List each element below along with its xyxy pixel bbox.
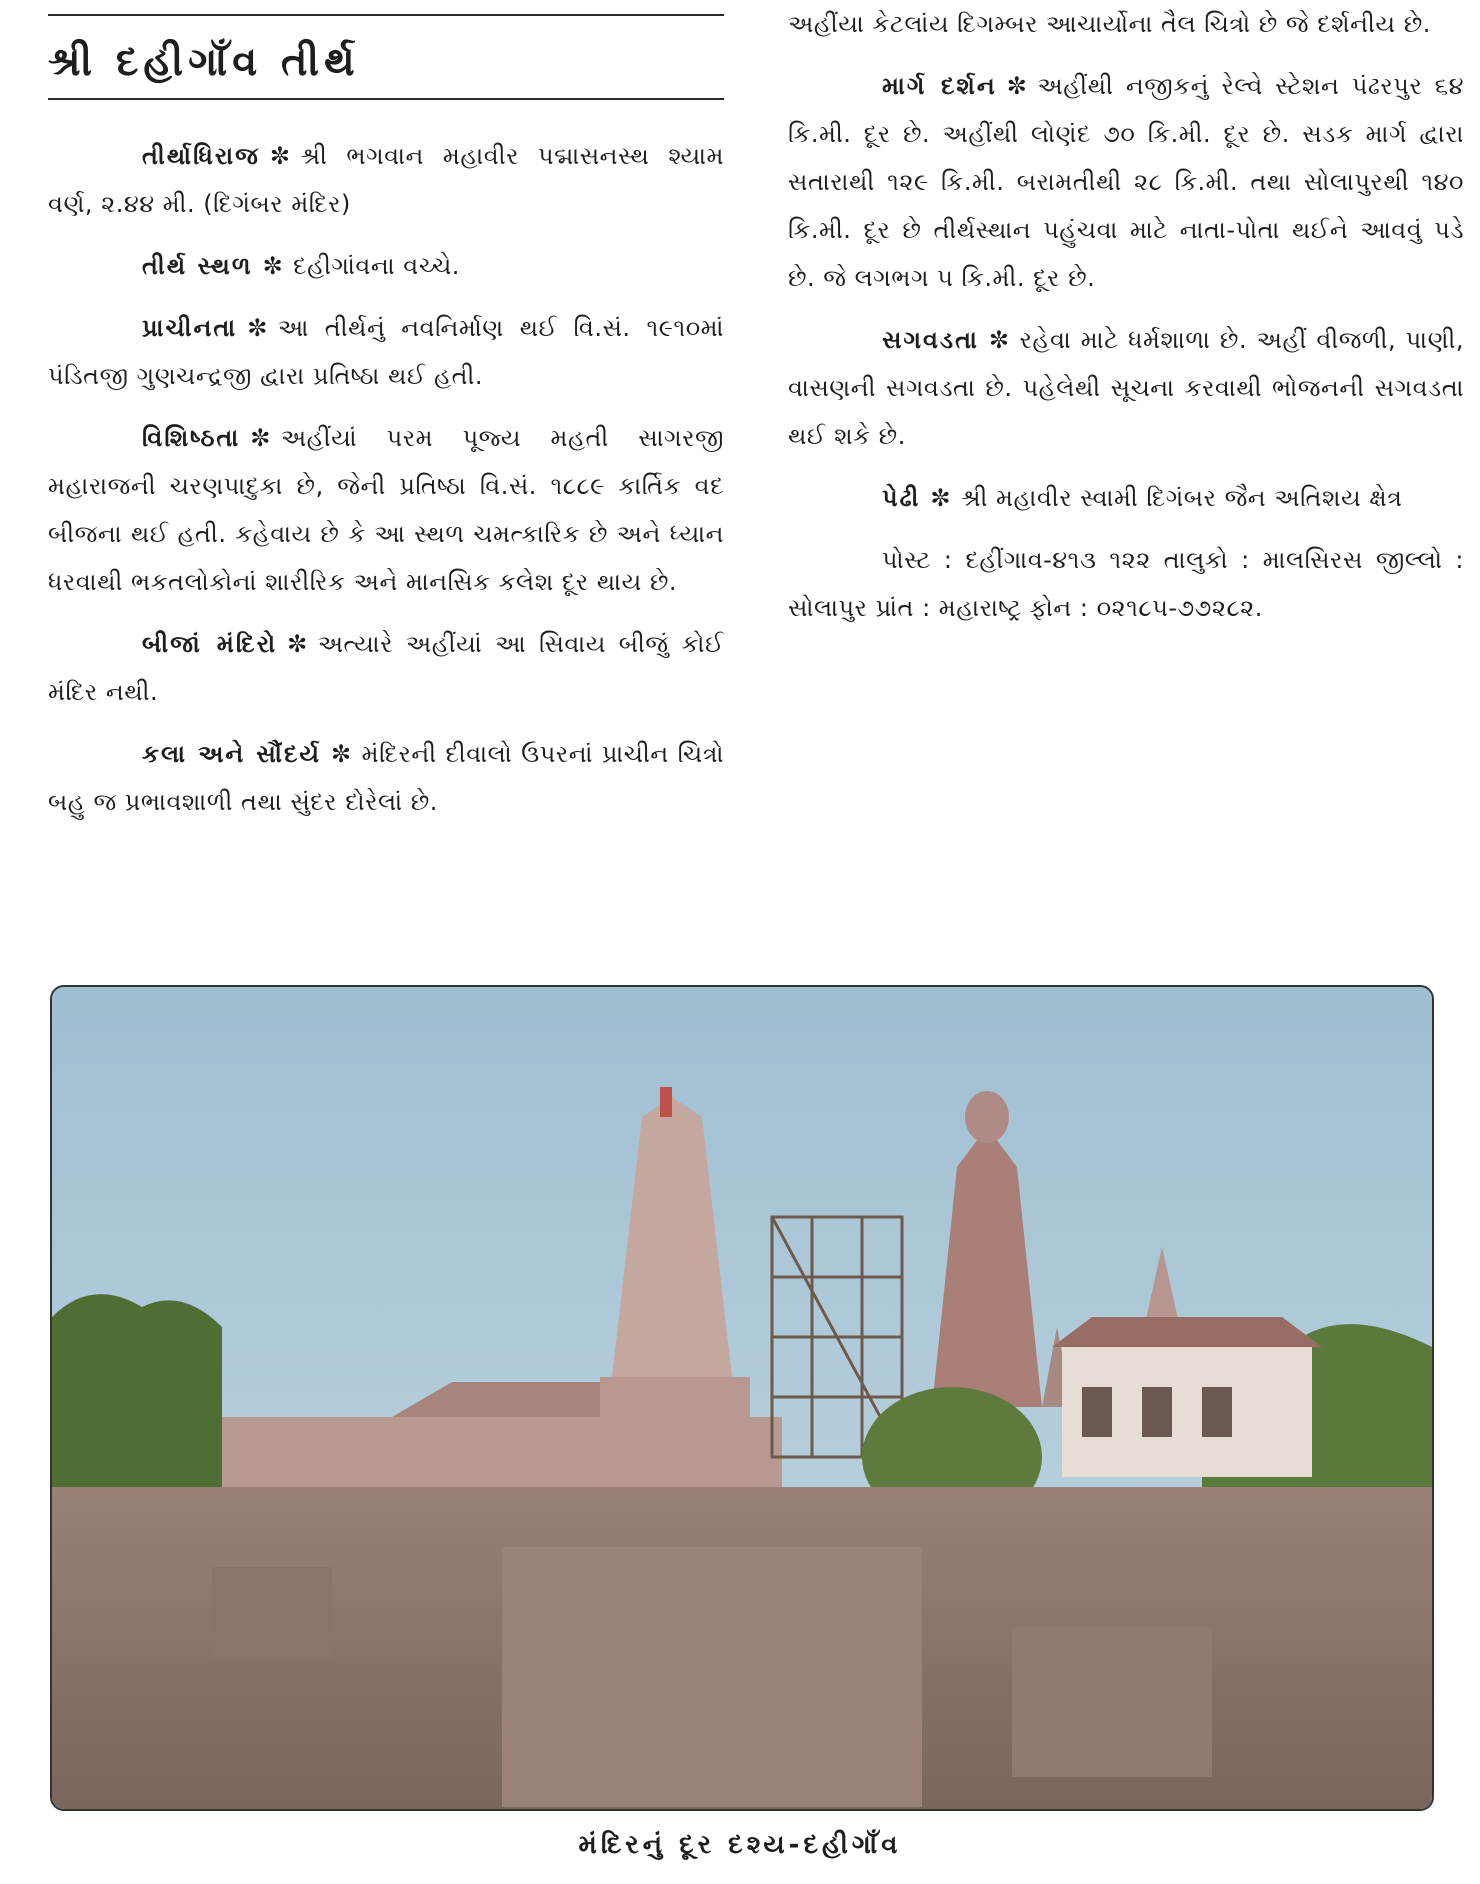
asterisk-icon: ✼ — [331, 740, 352, 768]
right-building-roof — [1052, 1317, 1322, 1347]
paragraph-text: દહીગાંવના વચ્ચે. — [293, 252, 460, 280]
asterisk-icon: ✼ — [247, 314, 268, 342]
photo-caption: મંદિરનું દૂર દશ્ય-દહીગાઁવ — [578, 1830, 902, 1860]
term-label: સગવડતા — [882, 326, 979, 354]
term-label: માર્ગ દર્શન — [882, 72, 997, 100]
page-title: શ્રી દહીગાઁવ તીર્થ — [48, 39, 360, 85]
term-label: પ્રાચીનતા — [142, 314, 238, 342]
paragraph-address: પોસ્ટ : દહીંગાવ-૪૧૩ ૧૨૨ તાલુકો : માલસિરસ જીલ્લો : સોલાપુર પ્રાંત : મહારાષ્ટ્ર ફોન : ૦૨૧૮૫-૭૭૨૮૨. — [788, 546, 1464, 622]
ruins-wall — [502, 1547, 922, 1807]
ruins-block — [212, 1567, 332, 1657]
flag — [660, 1087, 672, 1117]
temple-photo — [50, 985, 1434, 1811]
asterisk-icon: ✼ — [250, 424, 271, 452]
paragraph-text: અત્યારે અહીંયાં આ સિવાય બીજું કોઈ મંદિર નથી. — [48, 630, 724, 706]
paragraph-text: મંદિરની દીવાલો ઉપરનાં પ્રાચીન ચિત્રો બહુ જ પ્રભાવશાળી તથા સુંદર દોરેલાં છે. — [48, 740, 724, 816]
paragraph-location — [48, 242, 724, 290]
paragraph-antiquity — [48, 304, 724, 400]
asterisk-icon: ✼ — [287, 630, 308, 658]
paragraph-trust — [788, 474, 1464, 522]
term-label: પેઢી — [882, 484, 921, 512]
left-column — [48, 132, 724, 840]
term-label: બીજાં મંદિરો — [142, 630, 278, 658]
title-top-rule — [48, 14, 724, 16]
paragraph-continuation: અહીંયા કેટલાંય દિગમ્બર આચાર્યોના તૈલ ચિત્રો છે જે દર્શનીય છે. — [788, 10, 1431, 38]
trees-left — [52, 1294, 222, 1507]
paragraph-text: અહીંથી નજીકનું રેલ્વે સ્ટેશન પંઢરપુર ૬૪ કિ.મી. દૂર છે. અહીંથી લોણંદ ૭૦ કિ.મી. દૂર છે. સડક માર્ગ દ્વારા સતારાથી ૧૨૯ કિ.મી. બરામતીથી ૨૮ કિ.મી. તથા સોલાપુરથી ૧૪૦ કિ.મી. દૂર છે તીર્થસ્થાન પહુંચવા માટે નાતા-પોતા થઈને આવવું પડે છે. જે લગભગ ૫ કિ.મી. દૂર છે. — [788, 72, 1464, 292]
window — [1202, 1387, 1232, 1437]
term-label: વિશિષ્ઠતા — [142, 424, 241, 452]
asterisk-icon: ✼ — [988, 326, 1010, 354]
window — [1142, 1387, 1172, 1437]
paragraph-text: રહેવા માટે ધર્મશાળા છે. અહીં વીજળી, પાણી, વાસણની સગવડતા છે. પહેલેથી સૂચના કરવાથી ભોજનની સગવડતા થઈ શકે છે. — [788, 326, 1464, 450]
asterisk-icon: ✼ — [262, 252, 284, 280]
temple-dome-top — [965, 1091, 1009, 1143]
window — [1082, 1387, 1112, 1437]
temple-photo-illustration — [52, 987, 1432, 1809]
paragraph-route-guide — [788, 62, 1464, 302]
paragraph-other-temples — [48, 620, 724, 716]
right-column — [788, 0, 1464, 646]
asterisk-icon: ✼ — [930, 484, 951, 512]
term-label: કલા અને સૌંદર્ય — [142, 740, 322, 768]
ruins-block — [1012, 1627, 1212, 1777]
paragraph-text: અહીંયાં પરમ પૂજ્ય મહતી સાગરજી મહારાજની ચરણપાદુકા છે, જેની પ્રતિષ્ઠા વિ.સં. ૧૮૮૯ કાર્તિક વદ બીજના થઈ હતી. કહેવાય છે કે આ સ્થળ ચમત્કારિક છે અને ધ્યાન ધરવાથી ભકતલોકોનાં શારીરિક અને માનસિક કલેશ દૂર થાય છે. — [48, 424, 724, 596]
paragraph-art-beauty — [48, 730, 724, 826]
paragraph-facilities — [788, 316, 1464, 460]
temple-base-left — [600, 1377, 750, 1497]
term-label: તીર્થ સ્થળ — [142, 252, 253, 280]
paragraph-text: શ્રી મહાવીર સ્વામી દિગંબર જૈન અતિશય ક્ષેત્ર — [960, 484, 1403, 512]
title-bottom-rule — [48, 98, 724, 100]
paragraph-text: આ તીર્થનું નવનિર્માણ થઈ વિ.સં. ૧૯૧૦માં પંડિતજી ગુણચન્દ્રજી દ્વારા પ્રતિષ્ઠા થઈ હતી. — [48, 314, 724, 390]
paragraph-speciality — [48, 414, 724, 606]
asterisk-icon: ✼ — [269, 142, 291, 170]
term-label: તીર્થાધિરાજ — [142, 142, 260, 170]
paragraph-main-deity — [48, 132, 724, 228]
asterisk-icon: ✼ — [1006, 72, 1028, 100]
paragraph-text: શ્રી ભગવાન મહાવીર પદ્માસનસ્થ શ્યામ વર્ણ, ૨.૪૪ મી. (દિગંબર મંદિર) — [48, 142, 724, 218]
